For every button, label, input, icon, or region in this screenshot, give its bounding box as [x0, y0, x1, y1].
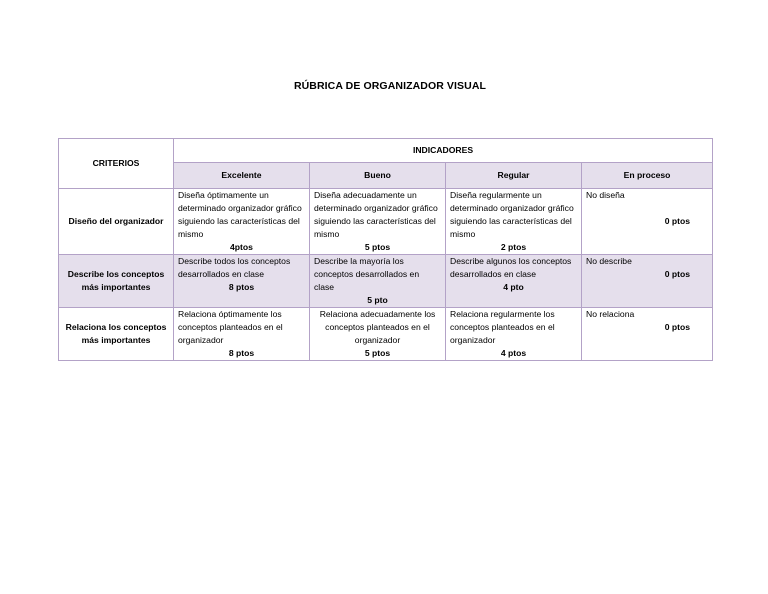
document-title: RÚBRICA DE ORGANIZADOR VISUAL	[293, 80, 487, 92]
table-row	[59, 308, 713, 361]
level-header-regular: Regular	[446, 163, 582, 189]
descriptor-text: Diseña adecuadamente un determinado organizador gráfico siguiendo las características del mismo	[314, 190, 438, 239]
rubric-table	[58, 138, 713, 361]
descriptor-text: No describe	[586, 256, 632, 266]
descriptor-text: Describe la mayoría los conceptos desarrollados en clase	[314, 256, 420, 292]
points-text: 8 ptos	[228, 282, 255, 292]
descriptor-text: Relaciona óptimamente los conceptos planteados en el organizador	[178, 309, 283, 345]
criterion-cell: Relaciona los conceptos más importantes	[59, 308, 174, 361]
points-text: 0 ptos	[664, 322, 691, 332]
criterion-cell: Describe los conceptos más importantes	[59, 255, 174, 308]
rubric-cell	[310, 189, 446, 255]
descriptor-text: Diseña regularmente un determinado organizador gráfico siguiendo las características del mismo	[450, 190, 574, 239]
descriptor-text: Relaciona adecuadamente los conceptos planteados en el organizador	[319, 309, 436, 345]
rubric-cell	[446, 255, 582, 308]
rubric-cell	[310, 308, 446, 361]
points-text: 2 ptos	[500, 242, 527, 252]
points-text: 4ptos	[230, 242, 253, 252]
level-header-en-proceso: En proceso	[582, 163, 713, 189]
points-text: 5 pto	[367, 295, 388, 305]
points-text: 0 ptos	[664, 269, 691, 279]
level-header-bueno: Bueno	[310, 163, 446, 189]
rubric-cell	[446, 308, 582, 361]
descriptor-text: No relaciona	[586, 309, 635, 319]
rubric-cell	[582, 189, 713, 255]
rubric-cell	[174, 255, 310, 308]
descriptor-text: Relaciona regularmente los conceptos planteados en el organizador	[450, 309, 555, 345]
rubric-cell	[446, 189, 582, 255]
points-text: 0 ptos	[664, 216, 691, 226]
criterion-cell: Diseño del organizador	[59, 189, 174, 255]
descriptor-text: No diseña	[586, 190, 625, 200]
table-row	[59, 255, 713, 308]
table-row	[59, 189, 713, 255]
points-text: 5 ptos	[364, 242, 391, 252]
rubric-cell	[582, 308, 713, 361]
descriptor-text: Diseña óptimamente un determinado organizador gráfico siguiendo las características del mismo	[178, 190, 302, 239]
indicadores-header: INDICADORES	[174, 139, 713, 163]
rubric-cell	[310, 255, 446, 308]
table-header-row	[59, 139, 713, 163]
level-header-excelente: Excelente	[174, 163, 310, 189]
rubric-cell	[174, 308, 310, 361]
points-text: 4 pto	[503, 282, 524, 292]
descriptor-text: Describe todos los conceptos desarrollados en clase	[178, 256, 291, 279]
criterios-header: CRITERIOS	[59, 139, 174, 189]
points-text: 4 ptos	[500, 348, 527, 358]
descriptor-text: Describe algunos los conceptos desarrollados en clase	[450, 256, 572, 279]
points-text: 8 ptos	[228, 348, 255, 358]
rubric-cell	[174, 189, 310, 255]
rubric-cell	[582, 255, 713, 308]
points-text: 5 ptos	[364, 348, 391, 358]
